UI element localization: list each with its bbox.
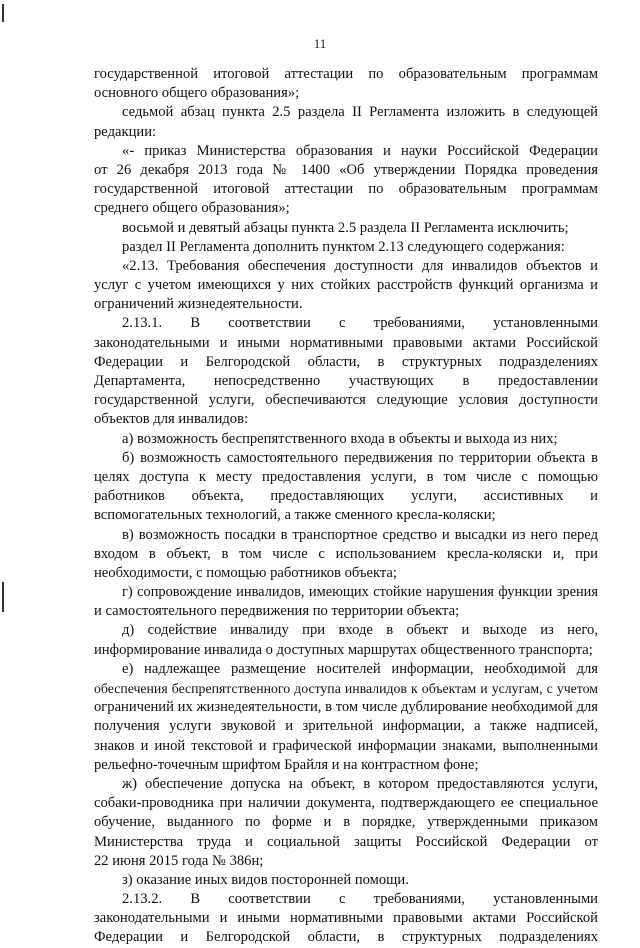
text-line: целях доступа к месту предоставления услуги, в том числе с помощью: [94, 468, 598, 485]
text-line: входом в объект, в том числе с использованием кресла-коляски и, при: [94, 545, 598, 562]
document-body-text: [94, 65, 598, 948]
text-line: Федерации и Белгородской области, в структурных подразделениях: [94, 353, 598, 370]
text-line: знаков и иной текстовой и графической информации знаками, выполненными: [94, 737, 598, 754]
text-line: информирование инвалида о доступных маршрутах общественного транспорта;: [94, 641, 593, 658]
text-line: е) надлежащее размещение носителей информации, необходимой для: [122, 660, 598, 677]
text-line: ж) обеспечение допуска на объект, в котором предоставляются услуги,: [122, 775, 598, 792]
text-line: Федерации и Белгородской области, в структурных подразделениях: [94, 929, 598, 946]
text-line: и самостоятельного передвижения по территории объекта;: [94, 603, 460, 620]
text-line: собаки-проводника при наличии документа, подтверждающего ее специальное: [94, 795, 598, 812]
text-line: Департамента, непосредственно участвующих в предоставлении: [94, 373, 598, 389]
text-line: государственной услуги, обеспечиваются следующие условия доступности: [94, 392, 598, 409]
scan-edge-mark: [2, 582, 4, 612]
text-line: получения услуги звуковой и зрительной информации, а также надписей,: [94, 718, 598, 735]
text-line: «- приказ Министерства образования и науки Российской Федерации: [122, 142, 598, 159]
text-line: объектов для инвалидов:: [94, 411, 249, 428]
text-line: редакции:: [94, 123, 157, 140]
text-line: государственной итоговой аттестации по образовательным программам: [94, 181, 598, 198]
text-line: работников объекта, предоставляющих услуги, ассистивных и: [94, 488, 598, 505]
text-line: восьмой и девятый абзацы пункта 2.5 раздела II Регламента исключить;: [122, 219, 569, 236]
text-line: среднего общего образования»;: [94, 200, 290, 217]
text-line: рельефно-точечным шрифтом Брайля и на контрастном фоне;: [94, 756, 479, 773]
text-line: в) возможность посадки в транспортное средство и высадки из него перед: [122, 526, 598, 543]
text-line: законодательными и иными нормативными правовыми актами Российской: [94, 334, 598, 351]
text-line: услуг с учетом имеющихся у них стойких расстройств функций организма и: [94, 277, 598, 294]
text-line: законодательными и иными нормативными правовыми актами Российской: [94, 910, 598, 927]
text-line: з) оказание иных видов посторонней помощи.: [122, 871, 409, 888]
text-line: ограничений жизнедеятельности.: [94, 296, 303, 313]
text-line: вспомогательных технологий, а также сменного кресла-коляски;: [94, 507, 496, 524]
text-line: д) содействие инвалиду при входе в объект и выходе из него,: [122, 622, 598, 639]
text-line: обучение, выданного по форме и в порядке, утвержденными приказом: [94, 814, 598, 831]
page-number: 11: [313, 36, 327, 51]
text-line: 2.13.2. В соответствии с требованиями, установленными: [122, 891, 598, 908]
text-line: раздел II Регламента дополнить пунктом 2.13 следующего содержания:: [122, 238, 565, 255]
text-line: от 26 декабря 2013 года № 1400 «Об утверждении Порядка проведения: [94, 161, 598, 178]
text-line: седьмой абзац пункта 2.5 раздела II Регламента изложить в следующей: [122, 104, 598, 121]
text-line: 2.13.1. В соответствии с требованиями, установленными: [122, 315, 598, 332]
text-line: «2.13. Требования обеспечения доступности для инвалидов объектов и: [122, 257, 598, 274]
text-line: а) возможность беспрепятственного входа в объекты и выхода из них;: [122, 430, 558, 447]
text-line: 22 июня 2015 года № 386н;: [94, 852, 264, 869]
text-line: государственной итоговой аттестации по образовательным программам: [94, 66, 598, 82]
text-line: необходимости, с помощью работников объекта;: [94, 564, 397, 581]
text-line: г) сопровождение инвалидов, имеющих стойкие нарушения функции зрения: [122, 584, 598, 601]
text-line: основного общего образования»;: [94, 85, 300, 102]
text-line: б) возможность самостоятельного передвижения по территории объекта в: [122, 449, 598, 466]
scan-edge-mark: [2, 4, 4, 22]
text-line: обеспечения беспрепятственного доступа инвалидов к объектам и услугам, с учетом: [94, 681, 598, 696]
text-line: Министерства труда и социальной защиты Российской Федерации от: [94, 833, 598, 850]
text-line: ограничений их жизнедеятельности, в том числе дублирование необходимой для: [94, 699, 598, 716]
